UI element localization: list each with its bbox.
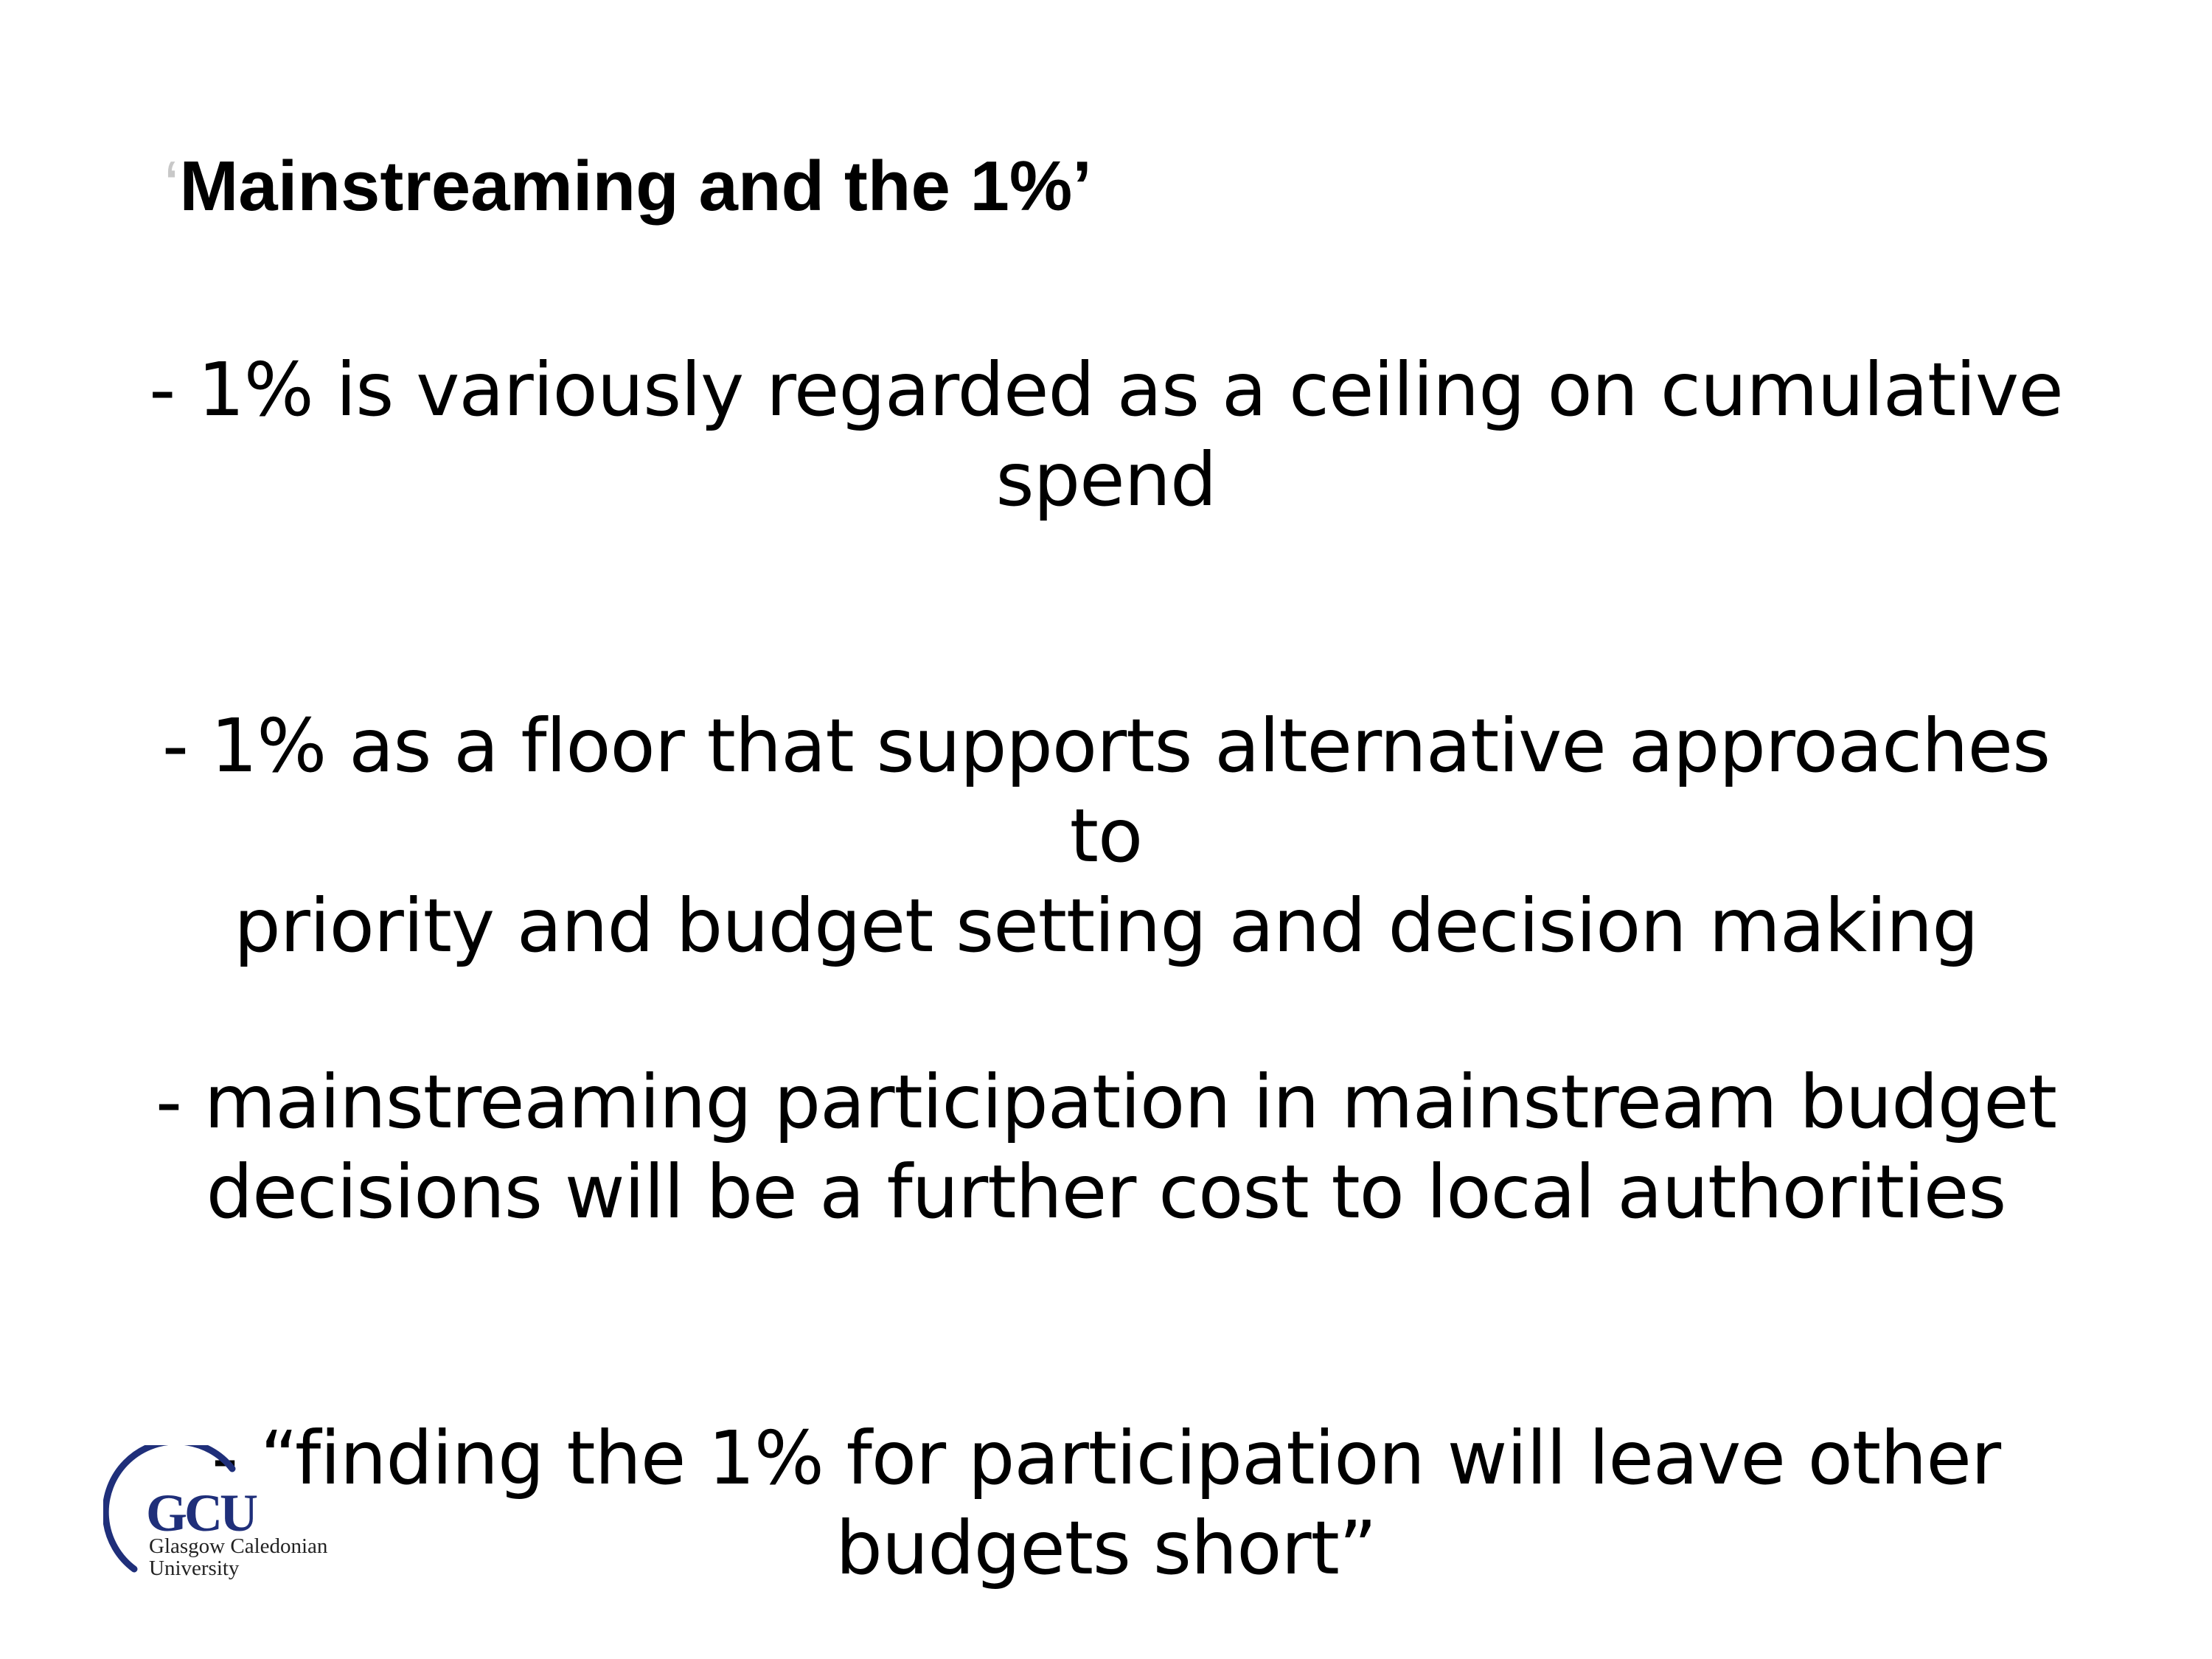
bullet-quote bbox=[133, 1413, 2079, 1593]
bullet-floor bbox=[133, 701, 2079, 971]
bullet-ceiling bbox=[133, 345, 2079, 525]
bullet-line: - 1% is variously regarded as a ceiling on cumulative bbox=[149, 347, 2063, 433]
bullet-line: - mainstreaming participation in mainstream budget bbox=[156, 1059, 2056, 1145]
logo-abbr: GCU bbox=[146, 1484, 255, 1543]
bullet-mainstreaming bbox=[133, 1057, 2079, 1237]
bullet-line: decisions will be a further cost to local authorities bbox=[206, 1149, 2006, 1235]
gcu-logo bbox=[103, 1445, 354, 1593]
logo-name-line: University bbox=[149, 1557, 240, 1580]
bullet-line: spend bbox=[995, 437, 1217, 523]
bullet-line: budgets short” bbox=[835, 1505, 1377, 1591]
logo-name-line: Glasgow Caledonian bbox=[149, 1534, 328, 1558]
title-open-quote: ‘ bbox=[164, 147, 180, 226]
title-text: Mainstreaming and the 1%’ bbox=[179, 147, 1092, 226]
slide-title bbox=[164, 139, 1092, 234]
bullet-line: priority and budget setting and decision making bbox=[234, 883, 1978, 969]
logo-name bbox=[149, 1535, 327, 1579]
bullet-line: - 1% as a floor that supports alternative approaches to bbox=[161, 703, 2051, 879]
bullet-line: - “finding the 1% for participation will leave other bbox=[211, 1415, 2001, 1501]
